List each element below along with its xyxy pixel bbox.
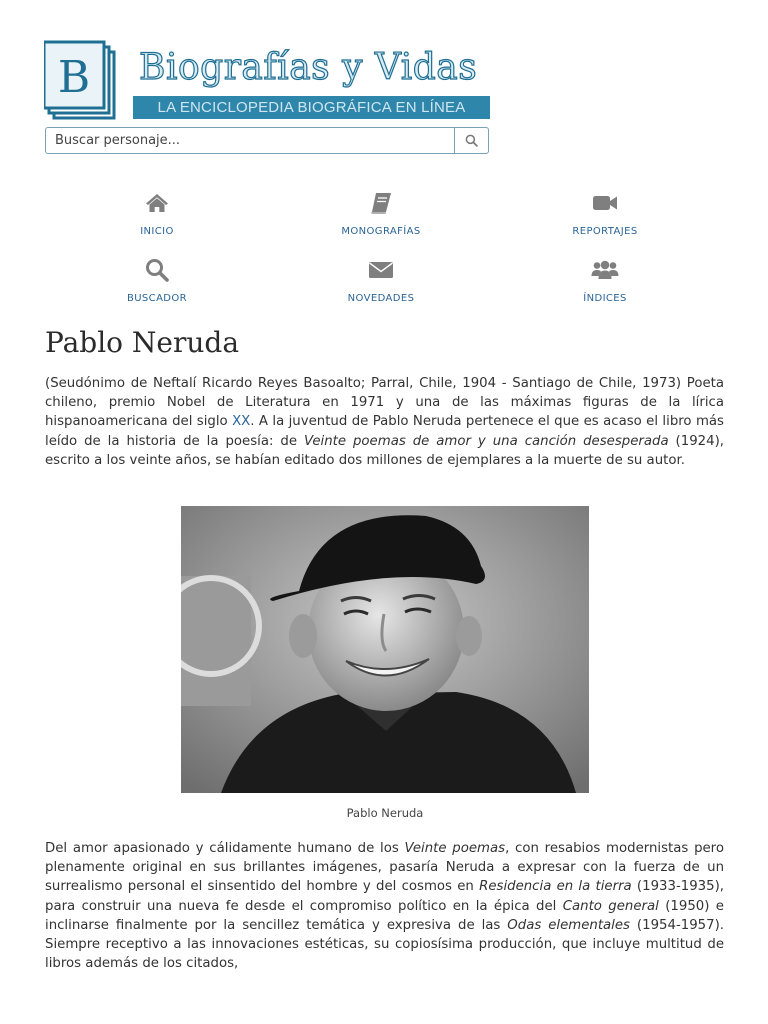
search-icon [144, 257, 170, 283]
video-camera-icon [592, 190, 618, 216]
svg-text:B: B [57, 52, 91, 103]
nav-label-novedades: NOVEDADES [347, 293, 415, 304]
nav-label-monografias: MONOGRAFÍAS [341, 226, 421, 237]
users-icon [591, 257, 619, 283]
site-logo[interactable] [44, 40, 494, 122]
nav-label-inicio: INICIO [140, 226, 174, 237]
search-icon [465, 134, 478, 147]
page-title: Pablo Neruda [45, 326, 240, 359]
site-subtitle: LA ENCICLOPEDIA BIOGRÁFICA EN LÍNEA [133, 96, 490, 119]
nav-item-reportajes[interactable] [493, 190, 717, 237]
envelope-icon [368, 257, 394, 283]
nav-item-inicio[interactable] [45, 190, 269, 237]
article-paragraph-2: Del amor apasionado y cálidamente humano de los Veinte poemas, con resabios modernistas pero plenamente original en sus brillantes imágenes, pasaría Neruda a expresar con la fuerza de un surrealismo personal el sinsentido del hombre y del cosmos en Residencia en la tierra (1933-1935), para construir una nueva fe desde el compromiso político en la épica del Canto general (1950) e inclinarse finalmente por la sencillez temática y expresiva de las Odas elementales (1954-1957). Siempre receptivo a las innovaciones estéticas, su copiosísima producción, que incluye multitud de libros además de los citados, [45, 841, 725, 972]
nav-item-indices[interactable] [493, 257, 717, 304]
nav-label-reportajes: REPORTAJES [572, 226, 638, 237]
nav-item-novedades[interactable] [269, 257, 493, 304]
search-box [45, 127, 489, 154]
search-input[interactable] [46, 128, 456, 153]
nav-item-monografias[interactable] [269, 190, 493, 237]
nav-label-indices: ÍNDICES [583, 293, 627, 304]
home-icon [144, 190, 170, 216]
photo-caption: Pablo Neruda [346, 806, 424, 820]
book-icon [368, 190, 394, 216]
site-title: Biografías y Vidas [139, 47, 478, 88]
nav-label-buscador: BUSCADOR [126, 293, 188, 304]
nav-item-buscador[interactable] [45, 257, 269, 304]
century-link[interactable]: XX [232, 414, 251, 430]
search-button[interactable] [454, 128, 488, 153]
logo-book-icon [44, 40, 118, 120]
article-paragraph-1: (Seudónimo de Neftalí Ricardo Reyes Basoalto; Parral, Chile, 1904 - Santiago de Chile, 1973) Poeta chileno, premio Nobel de Literatura en 1971 y una de las máximas figuras de la lírica hispanoamericana del siglo XX. A la juventud de Pablo Neruda pertenece el que es acaso el libro más leído de la historia de la poesía: de Veinte poemas de amor y una canción desesperada (1924), escrito a los veinte años, se habían editado dos millones de ejemplares a la muerte de su autor. [45, 376, 724, 468]
portrait-photo [181, 506, 589, 793]
